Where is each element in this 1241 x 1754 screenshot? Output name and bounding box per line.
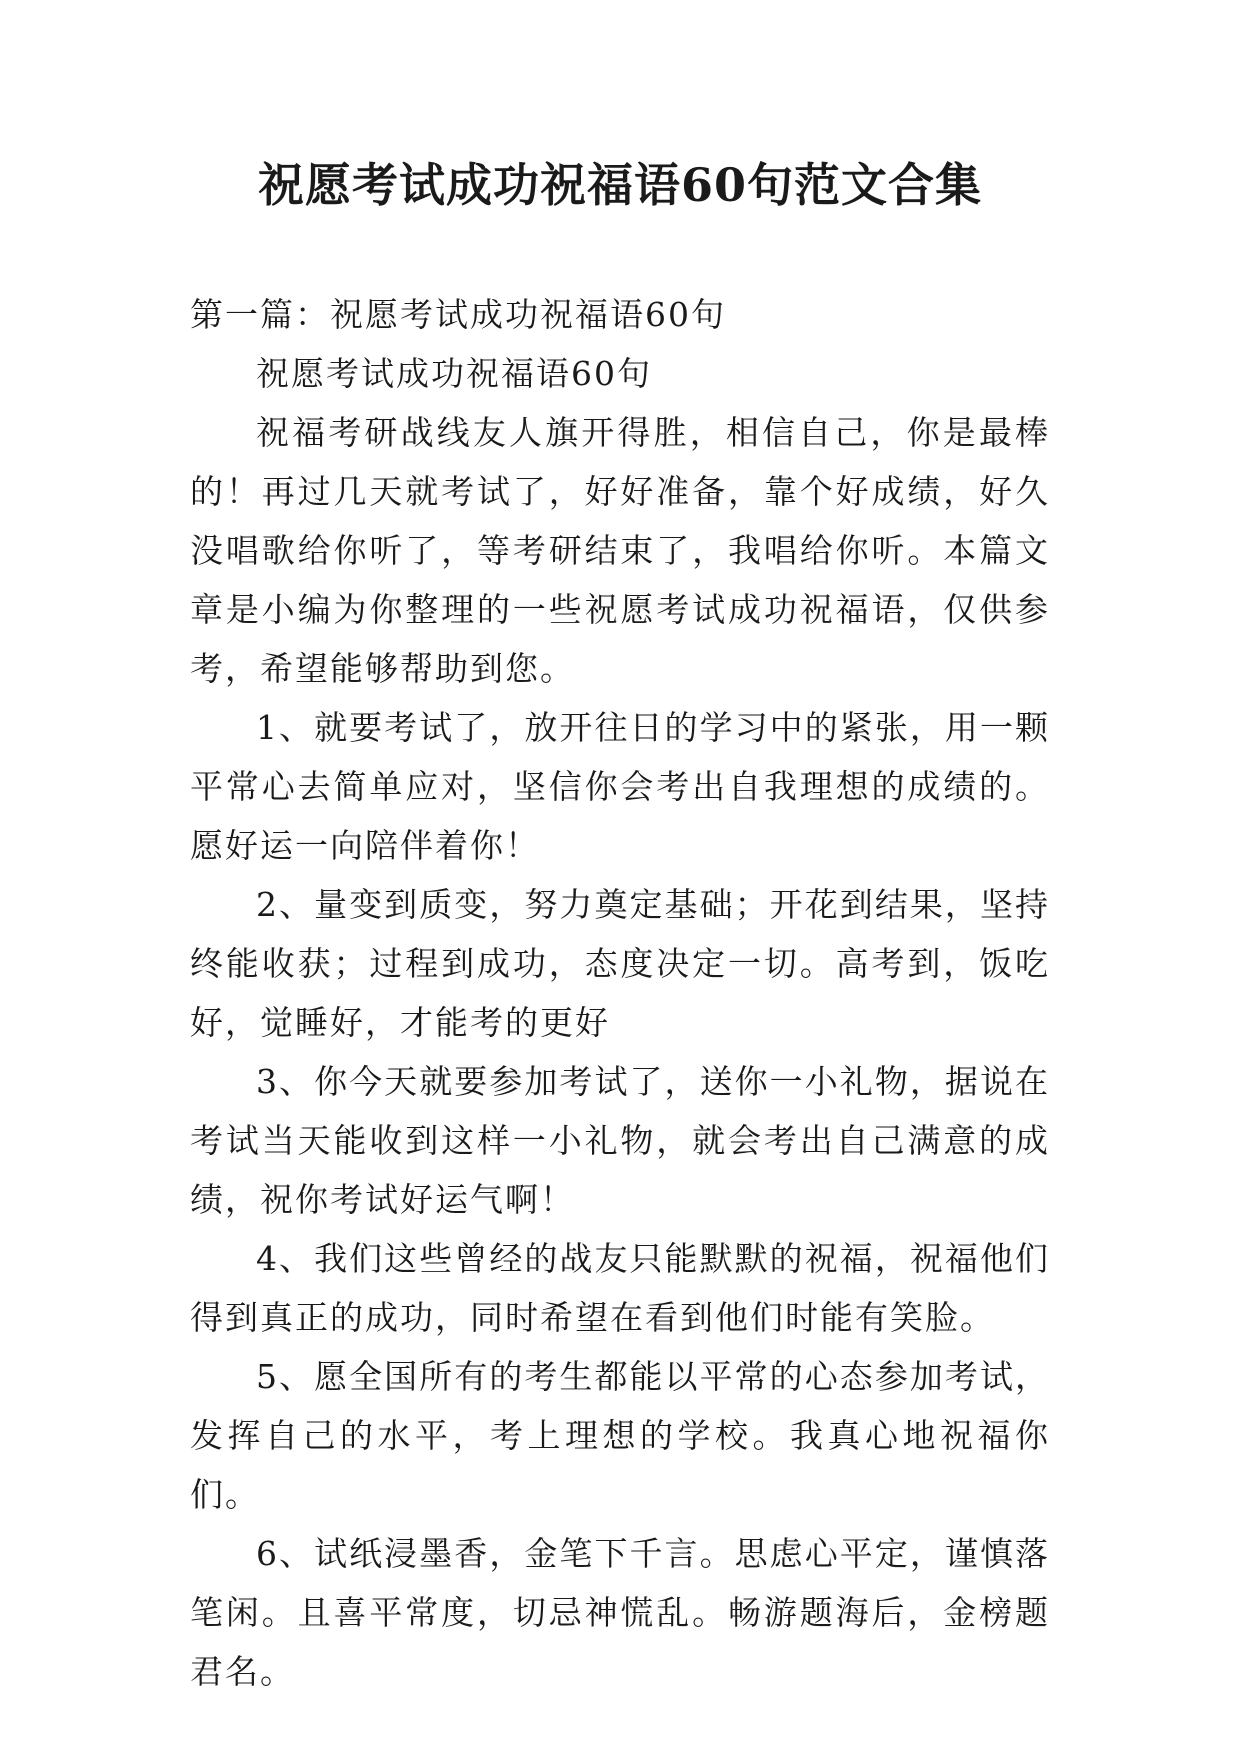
document-body bbox=[190, 285, 1050, 1701]
document-title: 祝愿考试成功祝福语60句范文合集 bbox=[257, 158, 982, 212]
list-item: 2、量变到质变，努力奠定基础；开花到结果，坚持终能收获；过程到成功，态度决定一切。高考到，饭吃好，觉睡好，才能考的更好 bbox=[190, 885, 1050, 1042]
list-item: 5、愿全国所有的考生都能以平常的心态参加考试，发挥自己的水平，考上理想的学校。我真心地祝福你们。 bbox=[190, 1357, 1050, 1514]
list-item: 6、试纸浸墨香，金笔下千言。思虑心平定，谨慎落笔闲。且喜平常度，切忌神慌乱。畅游题海后，金榜题君名。 bbox=[190, 1534, 1050, 1691]
list-item: 3、你今天就要参加考试了，送你一小礼物，据说在考试当天能收到这样一小礼物，就会考出自己满意的成绩，祝你考试好运气啊！ bbox=[190, 1062, 1050, 1219]
intro-paragraph: 祝福考研战线友人旗开得胜，相信自己，你是最棒的！再过几天就考试了，好好准备，靠个好成绩，好久没唱歌给你听了，等考研结束了，我唱给你听。本篇文章是小编为你整理的一些祝愿考试成功祝福语，仅供参考，希望能够帮助到您。 bbox=[190, 413, 1050, 688]
list-item: 1、就要考试了，放开往日的学习中的紧张，用一颗平常心去简单应对，坚信你会考出自我理想的成绩的。愿好运一向陪伴着你！ bbox=[190, 708, 1050, 865]
section-subtitle: 祝愿考试成功祝福语60句 bbox=[256, 354, 652, 393]
section-heading: 第一篇：祝愿考试成功祝福语60句 bbox=[190, 295, 726, 334]
list-item: 4、我们这些曾经的战友只能默默的祝福，祝福他们得到真正的成功，同时希望在看到他们时能有笑脸。 bbox=[190, 1239, 1050, 1337]
